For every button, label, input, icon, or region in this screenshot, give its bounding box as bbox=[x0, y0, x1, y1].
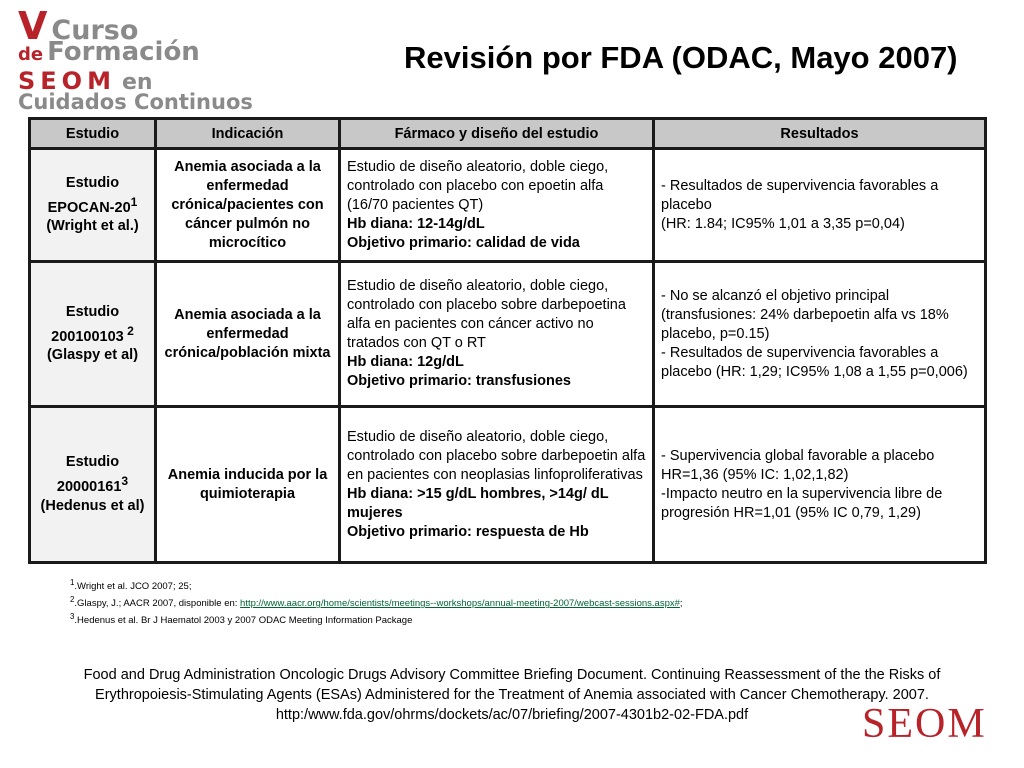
reference-item: $^2$.Glaspy, J.; AACR 2007, disponible en: http://www.aacr.org/home/scientists/meetings--workshops/annual-meeting-2007/webcast-sessions.aspx#; bbox=[70, 595, 683, 610]
farmaco-hb-target: Hb diana: 12g/dL bbox=[347, 354, 464, 370]
cell-farmaco bbox=[340, 149, 654, 262]
cell-resultados bbox=[654, 149, 986, 262]
table-row bbox=[30, 407, 986, 563]
farmaco-primary-objective: Objetivo primario: calidad de vida bbox=[347, 234, 580, 251]
cell-resultados bbox=[654, 407, 986, 563]
estudio-name: Estudio 200100103 bbox=[51, 303, 124, 345]
cell-indicacion: Anemia inducida por la quimioterapia bbox=[156, 407, 340, 563]
table-row bbox=[30, 149, 986, 262]
logo-roman-numeral: V bbox=[18, 4, 48, 48]
logo-seom: SEOM bbox=[18, 67, 116, 95]
table-header-row bbox=[30, 119, 986, 149]
resultado-line: (HR: 1.84; IC95% 1,01 a 3,35 p=0,04) bbox=[661, 215, 905, 232]
estudio-authors: (Glaspy et al) bbox=[46, 347, 139, 364]
resultado-line: - Resultados de supervivencia favorables a placebo bbox=[661, 177, 939, 213]
estudio-ref: 2 bbox=[123, 323, 134, 338]
cell-estudio bbox=[30, 262, 156, 407]
cell-indicacion: Anemia asociada a la enfermedad crónica/pacientes con cáncer pulmón no microcítico bbox=[156, 149, 340, 262]
header-estudio: Estudio bbox=[30, 119, 156, 149]
cell-farmaco bbox=[340, 262, 654, 407]
references bbox=[70, 576, 683, 627]
logo-curso: Curso bbox=[51, 15, 139, 46]
aacr-link[interactable]: http://www.aacr.org/home/scientists/meetings--workshops/annual-meeting-2007/webcast-sessions.aspx# bbox=[240, 598, 680, 610]
seom-logo: SEOM bbox=[862, 701, 987, 747]
header-resultados: Resultados bbox=[654, 119, 986, 149]
cell-indicacion: Anemia asociada a la enfermedad crónica/población mixta bbox=[156, 262, 340, 407]
estudio-authors: (Hedenus et al) bbox=[40, 497, 145, 514]
farmaco-hb-target: Hb diana: 12-14g/dL bbox=[347, 215, 485, 232]
farmaco-design: Estudio de diseño aleatorio, doble ciego, controlado con placebo con epoetin alfa (16/70 pacientes QT) bbox=[347, 158, 609, 213]
logo-formacion: Formación bbox=[47, 37, 200, 67]
header-farmaco: Fármaco y diseño del estudio bbox=[340, 119, 654, 149]
logo-line-4: Cuidados Continuos bbox=[18, 90, 253, 114]
cell-farmaco bbox=[340, 407, 654, 563]
page-title: Revisión por FDA (ODAC, Mayo 2007) bbox=[404, 40, 958, 75]
farmaco-design: Estudio de diseño aleatorio, doble ciego, controlado con placebo sobre darbepoetin alfa en pacientes con neoplasias linfoproliferativas bbox=[347, 428, 646, 483]
resultado-line: - Resultados de supervivencia favorables a placebo (HR: 1,29; IC95% 1,08 a 1,55 p=0,006) bbox=[661, 344, 968, 380]
farmaco-design: Estudio de diseño aleatorio, doble ciego, controlado con placebo sobre darbepoetina alfa en pacientes con cáncer activo no tratados con QT o RT bbox=[347, 278, 626, 351]
resultado-line: -Impacto neutro en la supervivencia libre de progresión HR=1,01 (95% IC 0,79, 1,29) bbox=[661, 485, 943, 521]
estudio-authors: (Wright et al.) bbox=[46, 218, 139, 235]
reference-item: $^3$.Hedenus et al. Br J Haematol 2003 y 2007 ODAC Meeting Information Package bbox=[70, 612, 413, 627]
header-indicacion: Indicación bbox=[156, 119, 340, 149]
cell-estudio bbox=[30, 149, 156, 262]
cell-resultados bbox=[654, 262, 986, 407]
studies-table bbox=[28, 117, 987, 564]
source-citation: Food and Drug Administration Oncologic Drugs Advisory Committee Briefing Document. Continuing Reassessment of the the Risks of Erythropoiesis-Stimulating Agents (ESAs) Administered for the Treatment of Anemia associated with Cancer Chemotherapy. 2007. http:/www.fda.gov/ohrms/dockets/ac/07/briefing/2007-4301b2-02-FDA.pdf bbox=[83, 667, 941, 723]
cell-estudio bbox=[30, 407, 156, 563]
table-row bbox=[30, 262, 986, 407]
estudio-name: Estudio EPOCAN-20 bbox=[47, 174, 131, 216]
reference-item: $^1$.Wright et al. JCO 2007; 25; bbox=[70, 578, 192, 593]
resultado-line: - No se alcanzó el objetivo principal (transfusiones: 24% darbepoetin alfa vs 18% placebo, p=0.15) bbox=[661, 287, 949, 342]
logo-de: de bbox=[18, 44, 44, 65]
farmaco-primary-objective: Objetivo primario: respuesta de Hb bbox=[347, 523, 589, 540]
logo-line-2 bbox=[18, 37, 200, 67]
resultado-line: - Supervivencia global favorable a placebo HR=1,36 (95% IC: 1,02,1,82) bbox=[661, 447, 935, 483]
estudio-ref: 1 bbox=[130, 194, 138, 209]
logo-en: en bbox=[121, 70, 153, 95]
estudio-ref: 3 bbox=[121, 474, 129, 489]
farmaco-primary-objective: Objetivo primario: transfusiones bbox=[347, 373, 571, 389]
estudio-name: Estudio 20000161 bbox=[56, 454, 122, 495]
curso-logo bbox=[14, 4, 264, 114]
farmaco-hb-target: Hb diana: >15 g/dL hombres, >14g/ dL mujeres bbox=[347, 485, 609, 521]
